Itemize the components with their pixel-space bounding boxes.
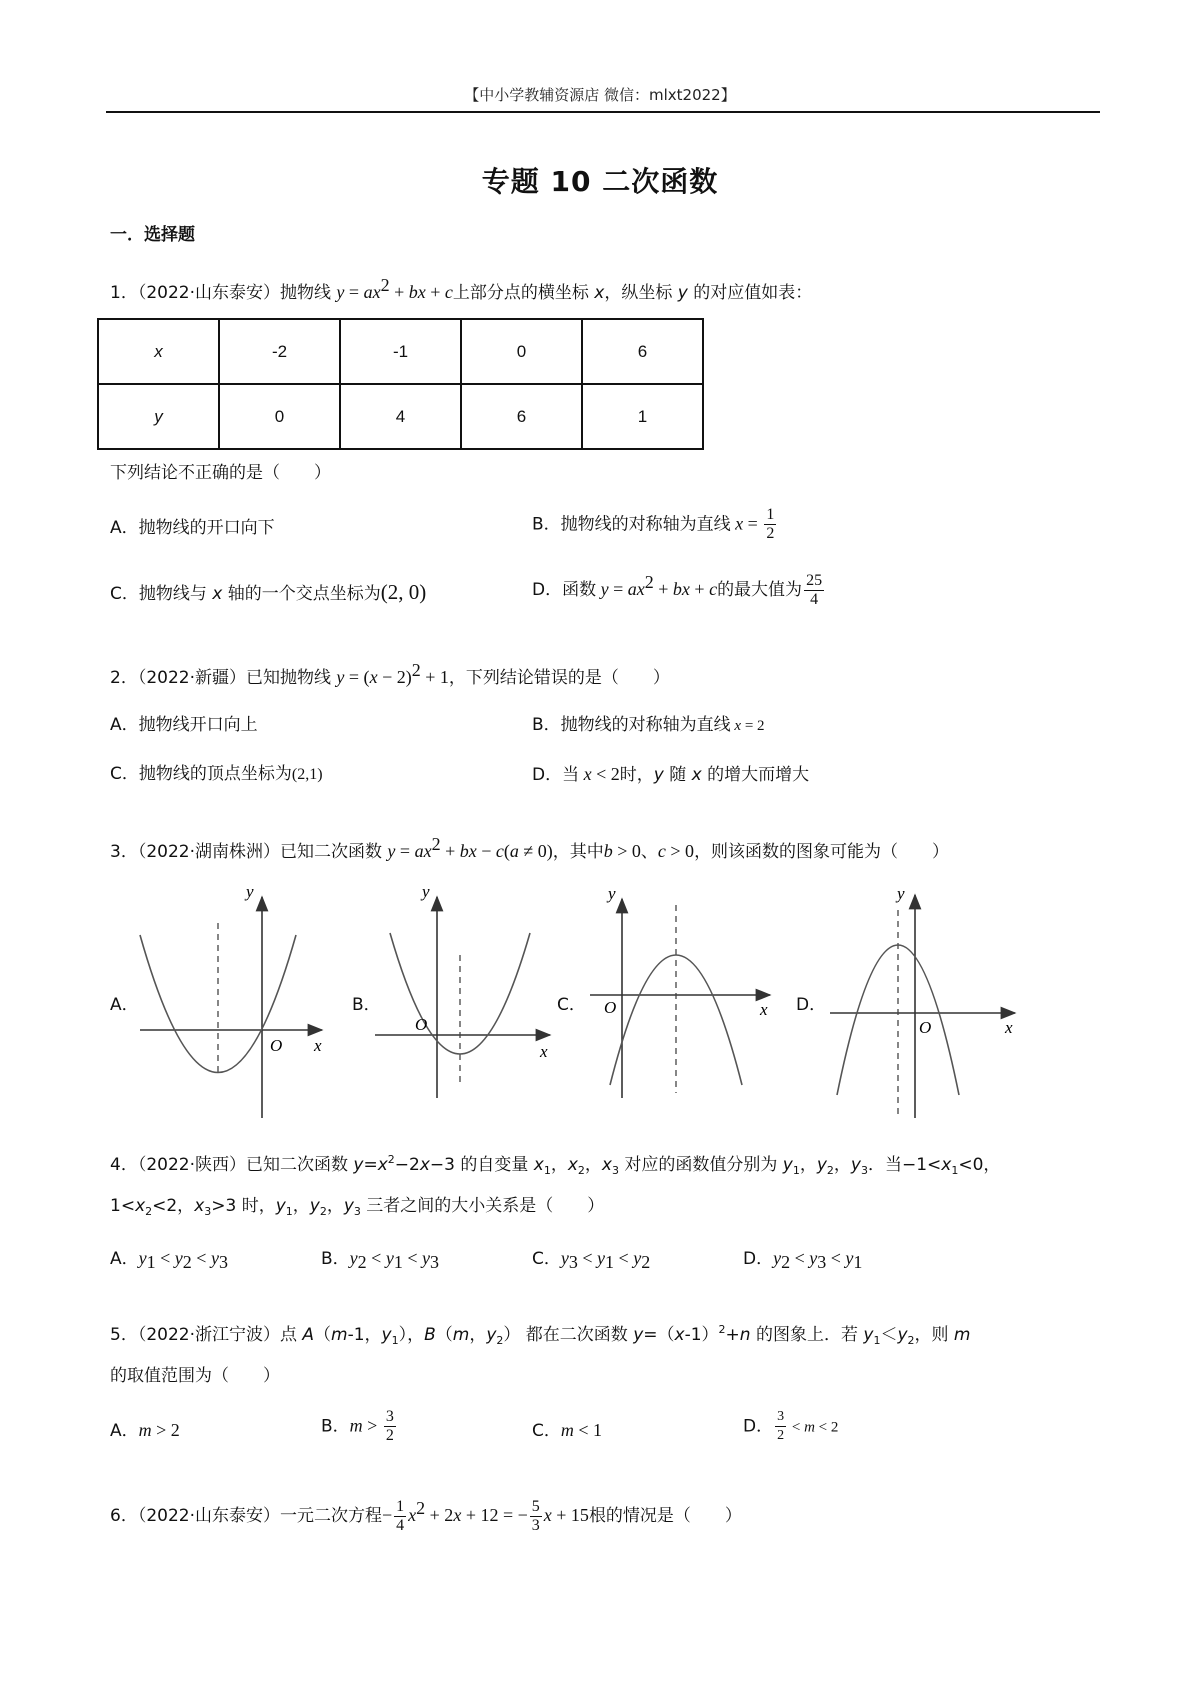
table-cell: 0: [461, 319, 582, 384]
x-axis-label: x: [760, 1000, 768, 1019]
q1-option-c[interactable]: C．抛物线与 x 轴的一个交点坐标为(2, 0): [110, 580, 427, 604]
question-1-prompt: 下列结论不正确的是（ ）: [110, 463, 331, 483]
q1-option-b[interactable]: B．抛物线的对称轴为直线 x = $\frac{1}{2}$: [532, 506, 775, 542]
origin-label: O: [604, 998, 617, 1017]
question-6-stem: 6．（2022·山东泰安）一元二次方程− $\frac{1}{4}$ $x^2 + 2x + 12$ = − $\frac{5}{3}$ x + 15根的情况是（ ）: [110, 1497, 742, 1534]
table-row: [98, 319, 703, 384]
page-header: 【中小学教辅资源店 微信：mlxt2022】: [464, 86, 736, 104]
table-cell: -1: [340, 319, 461, 384]
table-cell: 4: [340, 384, 461, 449]
question-4-line-1: 4．（2022·陕西）已知二次函数 $y=x^2-2x-3$ 的自变量 $x_1$，$x_2$，$x_3$ 对应的函数值分别为 $y_1$，$y_2$，$y_3$．当$-1<x_1<0$，: [110, 1153, 1001, 1177]
y-axis-label: y: [422, 885, 430, 901]
table-cell: 6: [461, 384, 582, 449]
x-axis-label: x: [314, 1036, 322, 1055]
question-5-line-1: 5．（2022·浙江宁波）点 A（m-1，$y_1$），B（m，$y_2$） 都在二次函数 $y=(x-1)^2+n$ 的图象上．若 $y_1<y_2$，则 m: [110, 1323, 971, 1347]
table-cell: -2: [219, 319, 340, 384]
q3-graph-c[interactable]: [580, 885, 780, 1100]
q3-option-d-label[interactable]: D．: [796, 995, 827, 1015]
q4-option-d[interactable]: D．$y_2 < y_3 < y_1$: [743, 1248, 863, 1272]
q3-graph-a[interactable]: [130, 885, 330, 1120]
header-rule: [106, 111, 1100, 113]
y-axis-label: y: [897, 885, 905, 903]
q5-option-d[interactable]: D． $\frac{3}{2}$ < m < 2: [743, 1409, 839, 1443]
question-3-stem: 3．（2022·湖南株洲）已知二次函数 $y = ax^2$ + bx − c(a ≠ 0)，其中b > 0、c > 0，则该函数的图象可能为（ ）: [110, 834, 950, 862]
origin-label: O: [919, 1018, 932, 1037]
table-cell: y: [98, 384, 219, 449]
q3-option-b-label[interactable]: B．: [352, 995, 381, 1015]
table-cell: 0: [219, 384, 340, 449]
section-heading: 一．选择题: [110, 225, 195, 245]
question-2-stem: 2．（2022·新疆）已知抛物线 $y = (x - 2)^2 + 1$，下列结论错误的是（ ）: [110, 660, 670, 688]
table-cell: 6: [582, 319, 703, 384]
q5-option-b[interactable]: B．m > $\frac{3}{2}$: [321, 1408, 394, 1444]
q2-option-b[interactable]: B．抛物线的对称轴为直线 x = 2: [532, 715, 765, 735]
x-axis-label: x: [540, 1042, 548, 1061]
table-cell: x: [98, 319, 219, 384]
q5-option-c[interactable]: C．m < 1: [532, 1420, 603, 1441]
question-1-stem: 1．（2022·山东泰安）抛物线 $y = ax^2$ + bx + c上部分点的横坐标 x，纵坐标 y 的对应值如表：: [110, 275, 813, 303]
table-row: [98, 384, 703, 449]
question-1-table: [97, 318, 704, 450]
q4-option-b[interactable]: B．$y_2 < y_1 < y_3$: [321, 1248, 439, 1272]
q3-graph-b[interactable]: [370, 885, 560, 1100]
page-title: 专题 10 二次函数: [481, 165, 719, 198]
q1-option-a[interactable]: A．抛物线的开口向下: [110, 518, 275, 538]
x-axis-label: x: [1005, 1018, 1013, 1037]
q2-option-a[interactable]: A．抛物线开口向上: [110, 715, 258, 735]
q5-option-a[interactable]: A．m > 2: [110, 1420, 180, 1441]
y-axis-label: y: [608, 885, 616, 903]
q3-graph-d[interactable]: [825, 885, 1025, 1120]
q4-option-c[interactable]: C．$y_3 < y_1 < y_2$: [532, 1248, 651, 1272]
q3-option-a-label[interactable]: A．: [110, 995, 139, 1015]
q2-option-d[interactable]: D．当 x < 2时，y 随 x 的增大而增大: [532, 764, 810, 785]
q2-option-c[interactable]: C．抛物线的顶点坐标为(2,1): [110, 764, 323, 784]
q1-option-d[interactable]: D．函数 $y = ax^2$ + bx + c的最大值为 $\frac{25}{4}$: [532, 571, 823, 608]
y-axis-label: y: [246, 885, 254, 901]
question-5-line-2: 的取值范围为（ ）: [110, 1366, 280, 1386]
origin-label: O: [415, 1015, 428, 1034]
question-4-line-2: $1<x_2<2$，$x_3>3$ 时，$y_1$，$y_2$，$y_3$ 三者之间的大小关系是（ ）: [110, 1196, 605, 1218]
q3-option-c-label[interactable]: C．: [557, 995, 586, 1015]
origin-label: O: [270, 1036, 283, 1055]
q4-option-a[interactable]: A．$y_1 < y_2 < y_3$: [110, 1248, 228, 1272]
table-cell: 1: [582, 384, 703, 449]
